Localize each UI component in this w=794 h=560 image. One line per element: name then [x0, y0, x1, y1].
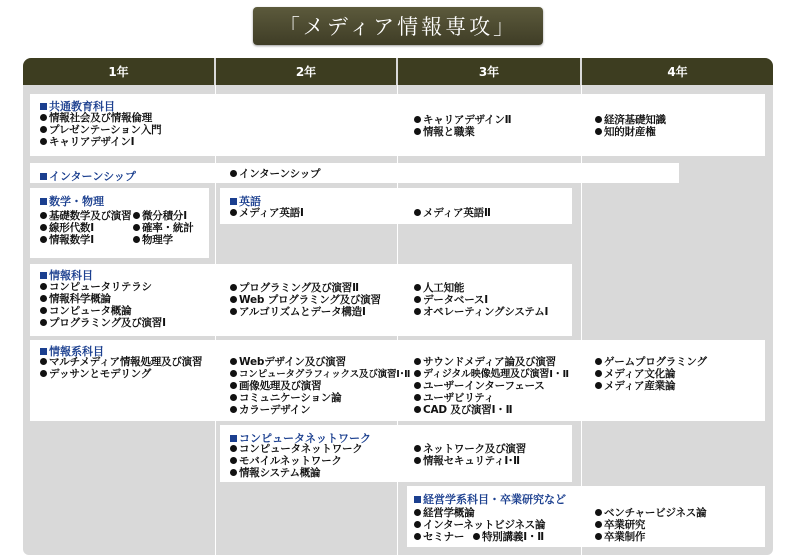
- divider: [581, 85, 582, 555]
- list-item: [414, 393, 494, 404]
- bullet-icon: [133, 224, 140, 231]
- list-item: [40, 369, 151, 380]
- bullet-icon: [595, 370, 602, 377]
- list-item: [230, 456, 342, 467]
- bullet-icon: [414, 394, 421, 401]
- list-item-label: ユーザーインターフェース: [423, 380, 545, 392]
- bullet-icon: [414, 445, 421, 452]
- list-item: [40, 306, 131, 317]
- bullet-icon: [230, 370, 237, 377]
- list-item-label: メディア英語Ⅰ: [239, 207, 304, 219]
- list-item-label: デッサンとモデリング: [49, 368, 152, 380]
- bullet-icon: [414, 128, 421, 135]
- list-item-label: モバイルネットワーク: [239, 455, 342, 467]
- bullet-icon: [40, 138, 47, 145]
- list-item: [414, 115, 511, 126]
- list-item-label: コミュニケーション論: [239, 392, 342, 404]
- list-item-label: アルゴリズムとデータ構造Ⅰ: [239, 306, 366, 318]
- bullet-icon: [40, 212, 47, 219]
- list-item-label: キャリアデザインⅡ: [423, 114, 512, 126]
- square-icon: [40, 103, 47, 110]
- bullet-icon: [40, 224, 47, 231]
- bullet-icon: [40, 236, 47, 243]
- list-item: [595, 115, 666, 126]
- bullet-icon: [230, 358, 237, 365]
- section-math: [40, 193, 104, 209]
- list-item: [414, 127, 475, 138]
- list-item: [40, 137, 134, 148]
- list-item-label: メディア産業論: [604, 380, 676, 392]
- section-label: 経営学系科目・卒業研究など: [423, 493, 566, 506]
- list-item: [230, 169, 320, 180]
- year-1-header: 1年: [23, 58, 214, 85]
- list-item-label: ベンチャービジネス論: [604, 507, 707, 519]
- list-item-label: コンピュータグラフィックス及び演習Ⅰ･Ⅱ: [239, 369, 411, 380]
- list-item-label: データベースⅠ: [423, 294, 488, 306]
- list-item-label: メディア文化論: [604, 368, 676, 380]
- bullet-icon: [414, 382, 421, 389]
- list-item: [414, 444, 526, 455]
- list-item: [595, 357, 707, 368]
- bullet-icon: [230, 284, 237, 291]
- list-item: [414, 307, 548, 318]
- bullet-icon: [473, 533, 480, 540]
- bullet-icon: [230, 469, 237, 476]
- list-item-label: 物理学: [142, 234, 173, 246]
- bullet-icon: [230, 209, 237, 216]
- list-item-label: 人工知能: [423, 282, 465, 294]
- bullet-icon: [230, 382, 237, 389]
- list-item-label: カラーデザイン: [239, 404, 311, 416]
- list-item: [414, 357, 556, 368]
- list-item: [230, 444, 363, 455]
- square-icon: [230, 198, 237, 205]
- bullet-icon: [230, 308, 237, 315]
- list-item: [595, 508, 706, 519]
- year-4-header: 4年: [582, 58, 773, 85]
- list-item-label: コンピュータ概論: [49, 305, 132, 317]
- list-item-label: 卒業制作: [604, 531, 646, 543]
- list-item: [473, 532, 544, 543]
- square-icon: [230, 435, 237, 442]
- list-item-label: ゲームプログラミング: [604, 356, 707, 368]
- bullet-icon: [230, 445, 237, 452]
- bullet-icon: [133, 212, 140, 219]
- list-item: [595, 127, 656, 138]
- section-label: インターンシップ: [49, 170, 136, 183]
- bullet-icon: [595, 358, 602, 365]
- list-item-label: 経済基礎知識: [604, 114, 666, 126]
- list-item-label: プログラミング及び演習Ⅰ: [49, 317, 166, 329]
- list-item: [414, 520, 545, 531]
- list-item-label: 情報社会及び情報倫理: [49, 112, 152, 124]
- list-item-label: 情報システム概論: [239, 467, 321, 479]
- bullet-icon: [133, 236, 140, 243]
- list-item: [414, 208, 491, 219]
- bullet-icon: [414, 308, 421, 315]
- divider: [397, 85, 398, 555]
- square-icon: [40, 173, 47, 180]
- bullet-icon: [595, 509, 602, 516]
- section-label: 数学・物理: [49, 195, 104, 208]
- section-intern: [40, 168, 136, 184]
- bullet-icon: [414, 296, 421, 303]
- list-item: [230, 307, 366, 318]
- list-item: [133, 211, 187, 222]
- list-item-label: セミナー: [423, 531, 465, 543]
- bullet-icon: [414, 284, 421, 291]
- list-item-label: CAD 及び演習Ⅰ・Ⅱ: [423, 404, 513, 416]
- list-item: [40, 282, 152, 293]
- list-item: [230, 283, 359, 294]
- list-item: [230, 393, 341, 404]
- list-item-label: メディア英語Ⅱ: [423, 207, 491, 219]
- list-item: [414, 381, 545, 392]
- list-item: [414, 508, 475, 519]
- bullet-icon: [40, 114, 47, 121]
- list-item-label: 線形代数Ⅰ: [49, 222, 94, 234]
- list-item-label: プレゼンテーション入門: [49, 124, 162, 136]
- year-3-header: 3年: [398, 58, 580, 85]
- list-item-label: 画像処理及び演習: [239, 380, 322, 392]
- list-item: [414, 295, 488, 306]
- bullet-icon: [230, 296, 237, 303]
- list-item: [414, 456, 520, 467]
- list-item-label: コンピュータリテラシ: [49, 281, 152, 293]
- list-item: [133, 235, 173, 246]
- bullet-icon: [414, 457, 421, 464]
- bullet-icon: [40, 283, 47, 290]
- list-item: [40, 211, 131, 222]
- list-item: [414, 369, 569, 380]
- list-item: [230, 357, 346, 368]
- list-item-label: 特別講義Ⅰ・Ⅱ: [482, 531, 544, 543]
- bullet-icon: [595, 128, 602, 135]
- bullet-icon: [40, 295, 47, 302]
- list-item-label: Webデザイン及び演習: [239, 356, 346, 368]
- list-item: [133, 223, 194, 234]
- list-item: [414, 532, 464, 543]
- year-2-header: 2年: [216, 58, 396, 85]
- list-item: [230, 369, 410, 380]
- list-item: [595, 532, 645, 543]
- list-item-label: Web プログラミング及び演習: [239, 294, 381, 306]
- bullet-icon: [40, 370, 47, 377]
- list-item-label: 情報セキュリティⅠ･Ⅱ: [423, 455, 520, 467]
- list-item-label: 基礎数学及び演習: [49, 210, 132, 222]
- bullet-icon: [595, 521, 602, 528]
- bullet-icon: [414, 209, 421, 216]
- list-item: [40, 223, 94, 234]
- list-item: [40, 113, 152, 124]
- bullet-icon: [414, 406, 421, 413]
- bullet-icon: [230, 406, 237, 413]
- list-item-label: 卒業研究: [604, 519, 646, 531]
- list-item-label: インターネットビジネス論: [423, 519, 546, 531]
- bullet-icon: [230, 457, 237, 464]
- section-label: コンピュータネットワーク: [239, 432, 371, 445]
- bullet-icon: [40, 307, 47, 314]
- list-item: [230, 381, 321, 392]
- list-item-label: オペレーティングシステムⅠ: [423, 306, 549, 318]
- page-title-text: 「メディア情報専攻」: [278, 15, 518, 39]
- page-title: [253, 7, 543, 45]
- bullet-icon: [414, 358, 421, 365]
- list-item: [230, 208, 304, 219]
- square-icon: [40, 198, 47, 205]
- list-item-label: 情報と職業: [423, 126, 475, 138]
- bullet-icon: [414, 370, 421, 377]
- bullet-icon: [414, 116, 421, 123]
- bullet-icon: [40, 319, 47, 326]
- list-item-label: インターンシップ: [239, 168, 321, 180]
- list-item-label: キャリアデザインⅠ: [49, 136, 135, 148]
- square-icon: [40, 272, 47, 279]
- list-item: [595, 381, 675, 392]
- list-item: [230, 468, 320, 479]
- list-item: [414, 405, 512, 416]
- square-icon: [40, 348, 47, 355]
- list-item-label: サウンドメディア論及び演習: [423, 356, 556, 368]
- list-item: [40, 294, 111, 305]
- list-item: [595, 369, 675, 380]
- bullet-icon: [414, 521, 421, 528]
- bullet-icon: [595, 533, 602, 540]
- list-item: [40, 318, 166, 329]
- list-item: [40, 125, 161, 136]
- section-keiei: [414, 491, 566, 507]
- list-item-label: ユーザビリティ: [423, 392, 495, 404]
- bullet-icon: [40, 126, 47, 133]
- list-item-label: コンピュータネットワーク: [239, 443, 363, 455]
- curriculum-grid: [23, 58, 773, 555]
- bullet-icon: [414, 533, 421, 540]
- list-item-label: ディジタル映像処理及び演習Ⅰ・Ⅱ: [423, 369, 569, 380]
- list-item-label: マルチメディア情報処理及び演習: [49, 356, 203, 368]
- list-item-label: 確率・統計: [142, 222, 194, 234]
- list-item: [595, 520, 645, 531]
- list-item-label: ネットワーク及び演習: [423, 443, 526, 455]
- list-item-label: 情報数学Ⅰ: [49, 234, 94, 246]
- list-item: [40, 357, 202, 368]
- list-item: [40, 235, 94, 246]
- divider: [215, 85, 216, 555]
- list-item-label: 知的財産権: [604, 126, 656, 138]
- section-label: 情報系科目: [49, 345, 104, 358]
- bullet-icon: [595, 382, 602, 389]
- bullet-icon: [230, 394, 237, 401]
- list-item: [414, 283, 464, 294]
- bullet-icon: [230, 170, 237, 177]
- list-item: [230, 295, 381, 306]
- bullet-icon: [595, 116, 602, 123]
- list-item-label: 微分積分Ⅰ: [142, 210, 187, 222]
- list-item-label: プログラミング及び演習Ⅱ: [239, 282, 359, 294]
- bullet-icon: [414, 509, 421, 516]
- list-item-label: 経営学概論: [423, 507, 475, 519]
- section-label: 英語: [239, 195, 261, 208]
- list-item-label: 情報科学概論: [49, 293, 111, 305]
- list-item: [230, 405, 310, 416]
- bullet-icon: [40, 358, 47, 365]
- square-icon: [414, 496, 421, 503]
- section-label: 共通教育科目: [49, 100, 115, 113]
- section-label: 情報科目: [49, 269, 93, 282]
